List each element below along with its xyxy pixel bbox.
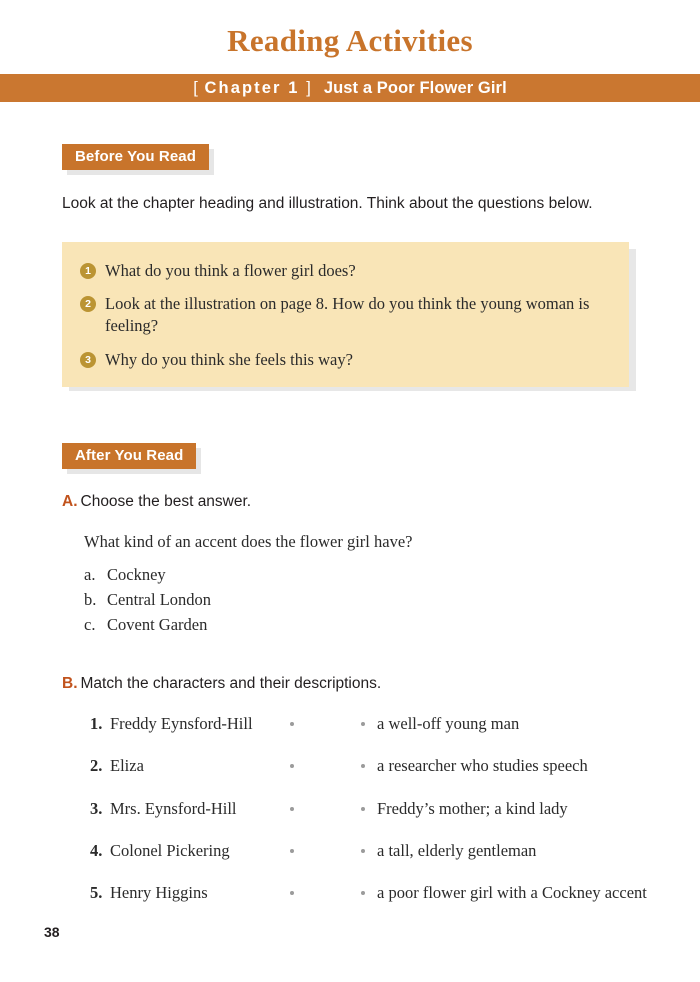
after-you-read-badge-wrap	[62, 443, 196, 469]
choice-option[interactable]	[84, 587, 700, 612]
content-area	[0, 102, 700, 904]
question-item	[80, 349, 605, 371]
before-you-read-instruction: Look at the chapter heading and illustration. Think about the questions below.	[62, 195, 593, 212]
match-left-number: 3.	[90, 798, 103, 818]
exercise-a-heading	[62, 491, 700, 513]
match-connector-dot-right[interactable]	[361, 722, 365, 726]
match-left-number: 4.	[90, 840, 103, 860]
question-number-badge: 2	[80, 296, 96, 312]
match-row	[0, 755, 700, 777]
chapter-bracket-close: ]	[306, 78, 311, 97]
match-left-text: Freddy Eynsford-Hill	[110, 714, 253, 733]
chapter-bracket-open: [	[193, 78, 198, 97]
page-number: 38	[44, 924, 60, 940]
question-item	[80, 293, 605, 338]
match-left-text: Eliza	[110, 756, 144, 776]
chapter-name: Just a Poor Flower Girl	[323, 78, 507, 97]
match-left-number: 5.	[90, 883, 103, 903]
exercise-a-letter: A.	[62, 493, 78, 511]
match-left-number: 2.	[90, 756, 103, 776]
exercise-b-letter: B.	[62, 675, 78, 693]
choice-key: b.	[84, 590, 97, 610]
question-box-wrap	[62, 242, 629, 388]
match-right-item[interactable]: a researcher who studies speech	[377, 756, 588, 776]
match-connector-dot-right[interactable]	[361, 764, 365, 768]
match-left-item[interactable]	[90, 882, 290, 904]
chapter-label: Chapter 1	[204, 78, 300, 97]
match-connector-dot-right[interactable]	[361, 849, 365, 853]
question-number-badge: 1	[80, 263, 96, 279]
after-you-read-badge: After You Read	[62, 443, 196, 469]
question-text: Why do you think she feels this way?	[105, 349, 353, 369]
exercise-b-heading-text: Match the characters and their descriptions.	[80, 675, 382, 693]
choice-option[interactable]	[84, 562, 700, 587]
match-connector-dot-left[interactable]	[290, 891, 294, 895]
exercise-a-choices	[84, 562, 700, 637]
chapter-tag	[193, 79, 311, 98]
question-item	[80, 260, 605, 282]
choice-text: Central London	[107, 590, 212, 610]
exercise-a-question: What kind of an accent does the flower girl have?	[84, 531, 413, 551]
match-right-item[interactable]: a well-off young man	[377, 714, 520, 733]
match-row	[0, 713, 700, 735]
match-left-item[interactable]	[90, 713, 290, 735]
match-left-number: 1.	[90, 714, 103, 733]
choice-text: Cockney	[107, 565, 166, 585]
match-left-text: Henry Higgins	[110, 883, 208, 903]
match-connector-dot-left[interactable]	[290, 764, 294, 768]
match-left-text: Mrs. Eynsford-Hill	[110, 798, 237, 818]
match-row	[0, 798, 700, 820]
match-left-item[interactable]	[90, 755, 290, 777]
question-text: What do you think a flower girl does?	[105, 260, 356, 280]
match-row	[0, 840, 700, 862]
match-connector-dot-left[interactable]	[290, 807, 294, 811]
match-connector-dot-left[interactable]	[290, 849, 294, 853]
choice-key: a.	[84, 565, 96, 585]
match-connector-dot-right[interactable]	[361, 807, 365, 811]
match-right-item[interactable]: Freddy’s mother; a kind lady	[377, 798, 568, 818]
choice-key: c.	[84, 615, 96, 635]
question-text: Look at the illustration on page 8. How do you think the young woman is feeling?	[105, 293, 590, 336]
exercise-a-heading-text: Choose the best answer.	[80, 493, 252, 511]
chapter-bar	[0, 74, 700, 102]
choice-text: Covent Garden	[107, 615, 208, 635]
match-connector-dot-right[interactable]	[361, 891, 365, 895]
before-you-read-badge: Before You Read	[62, 144, 209, 170]
match-left-text: Colonel Pickering	[110, 840, 230, 860]
match-right-item[interactable]: a poor flower girl with a Cockney accent	[377, 883, 647, 903]
choice-option[interactable]	[84, 612, 700, 637]
match-connector-dot-left[interactable]	[290, 722, 294, 726]
match-row	[0, 882, 700, 904]
page-title: Reading Activities	[227, 23, 473, 58]
exercise-b-heading	[62, 673, 700, 695]
matching-exercise	[0, 713, 700, 904]
question-box	[62, 242, 629, 388]
question-number-badge: 3	[80, 352, 96, 368]
match-left-item[interactable]	[90, 798, 290, 820]
before-you-read-badge-wrap	[62, 144, 209, 170]
match-left-item[interactable]	[90, 840, 290, 862]
match-right-item[interactable]: a tall, elderly gentleman	[377, 840, 537, 860]
